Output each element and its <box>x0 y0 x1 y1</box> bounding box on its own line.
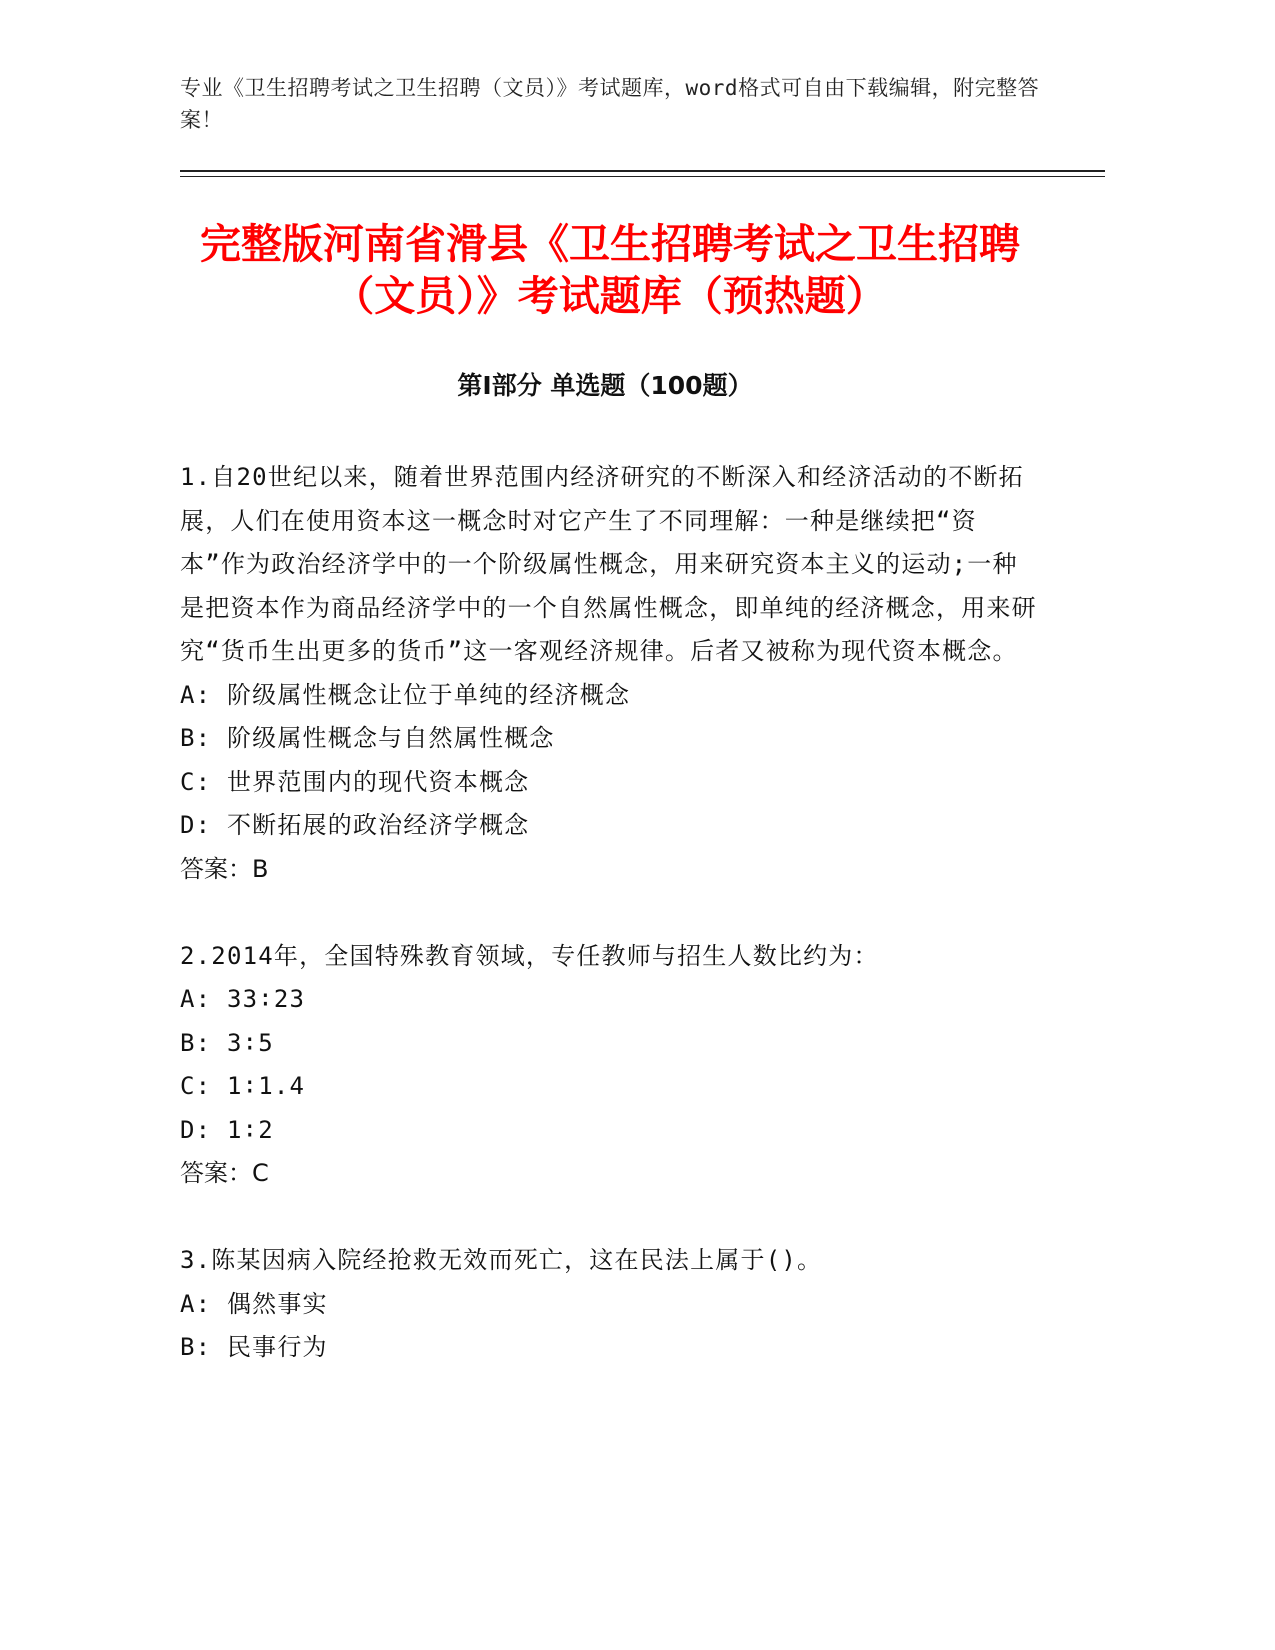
option-b: B: 民事行为 <box>180 1333 328 1361</box>
answer-line: 答案：B <box>180 854 269 883</box>
option-b: B: 3∶5 <box>180 1028 274 1057</box>
option-d: D: 不断拓展的政治经济学概念 <box>180 811 530 839</box>
question-1 <box>180 456 1040 891</box>
question-stem: 1.自20世纪以来，随着世界范围内经济研究的不断深入和经济活动的不断拓展，人们在使用资本这一概念时对它产生了不同理解：一种是继续把“资本”作为政治经济学中的一个阶级属性概念，用来研究资本主义的运动;一种是把资本作为商品经济学中的一个自然属性概念，即单纯的经济概念，用来研究“货币生出更多的货币”这一客观经济规律。后者又被称为现代资本概念。 <box>180 463 1037 665</box>
option-d: D: 1∶2 <box>180 1115 274 1144</box>
header-note: 专业《卫生招聘考试之卫生招聘（文员）》考试题库，word格式可自由下载编辑，附完整答案！ <box>180 76 1040 132</box>
header-divider-thin <box>180 176 1105 177</box>
question-3 <box>180 1239 1040 1370</box>
question-stem: 3.陈某因病入院经抢救无效而死亡，这在民法上属于()。 <box>180 1246 823 1274</box>
question-spacer <box>180 891 1040 935</box>
section-title: 第Ⅰ部分 单选题（100题） <box>457 371 753 400</box>
header-divider-thick <box>180 170 1105 172</box>
option-a: A: 33∶23 <box>180 985 306 1013</box>
option-c: C: 世界范围内的现代资本概念 <box>180 767 530 796</box>
question-list <box>180 456 1040 1370</box>
document-title: 完整版河南省滑县《卫生招聘考试之卫生招聘（文员）》考试题库（预热题） <box>200 220 1020 320</box>
option-b: B: 阶级属性概念与自然属性概念 <box>180 724 555 752</box>
answer-line: 答案：C <box>180 1159 269 1187</box>
question-2 <box>180 935 1040 1196</box>
option-a: A: 阶级属性概念让位于单纯的经济概念 <box>180 680 631 709</box>
option-a: A: 偶然事实 <box>180 1289 328 1318</box>
question-spacer <box>180 1196 1040 1240</box>
option-c: C: 1∶1.4 <box>180 1072 306 1100</box>
question-stem: 2.2014年，全国特殊教育领域，专任教师与招生人数比约为： <box>180 941 879 970</box>
